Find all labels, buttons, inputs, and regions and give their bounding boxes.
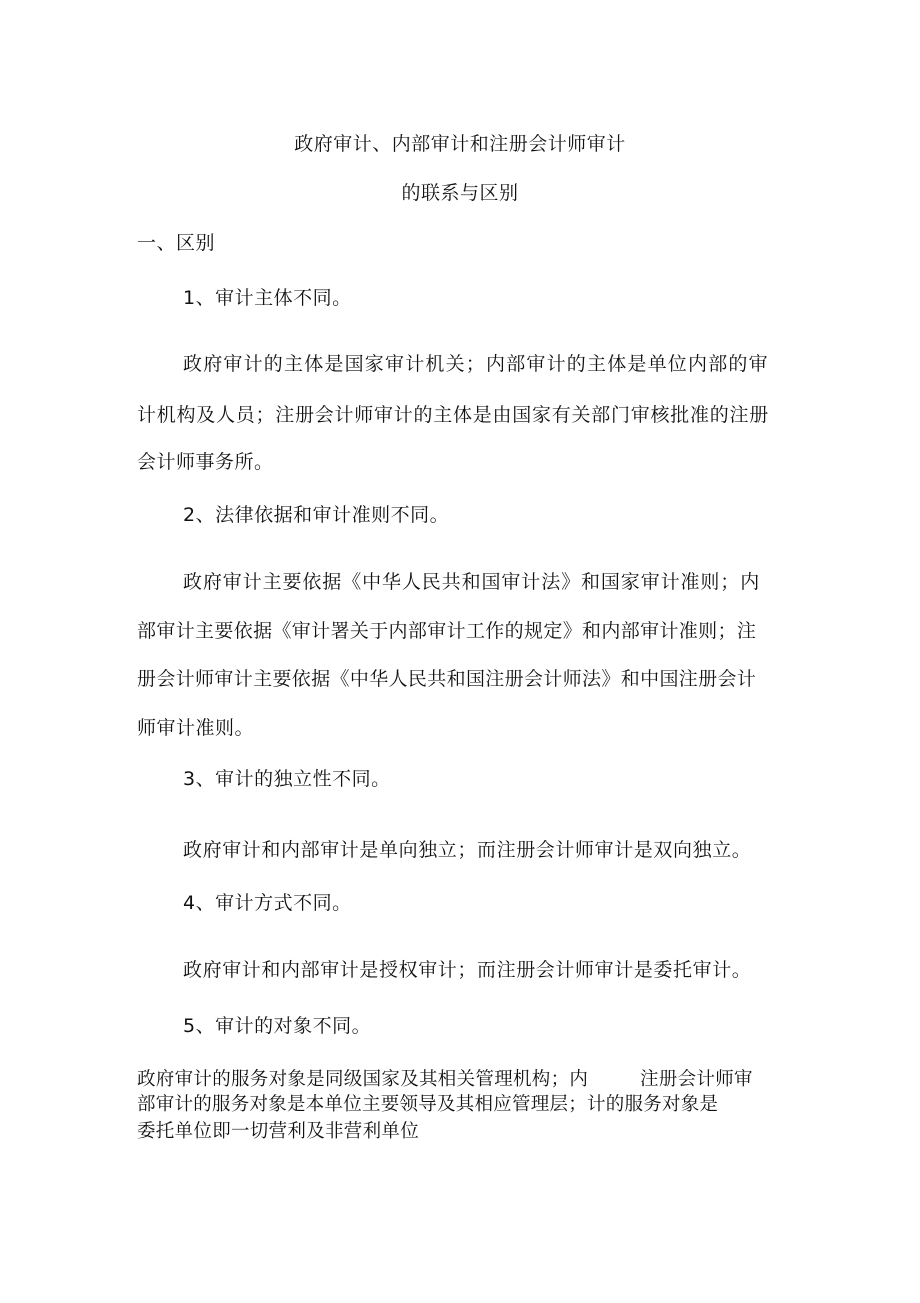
- item-3-paragraph: 政府审计和内部审计是单向独立；而注册会计师审计是双向独立。: [183, 839, 752, 861]
- item-1-paragraph-line-3: 会计师事务所。: [137, 451, 274, 473]
- item-1-paragraph-line-2: 计机构及人员；注册会计师审计的主体是由国家有关部门审核批准的注册: [137, 404, 770, 426]
- document-title-line-2: 的联系与区别: [401, 182, 519, 204]
- item-2-paragraph-line-4: 师审计准则。: [137, 717, 255, 739]
- item-5-paragraph-line-1a: 政府审计的服务对象是同级国家及其相关管理机构；内: [137, 1069, 589, 1090]
- item-2-heading: 2、法律依据和审计准则不同。: [183, 504, 450, 526]
- item-2-paragraph-line-2: 部审计主要依据《审计署关于内部审计工作的规定》和内部审计准则；注: [137, 620, 757, 642]
- item-4-heading: 4、审计方式不同。: [183, 892, 352, 914]
- section-heading-differences: 一、区别: [137, 232, 216, 254]
- item-5-paragraph-line-2: 部审计的服务对象是本单位主要领导及其相应管理层；计的服务对象是: [137, 1094, 719, 1115]
- item-1-heading: 1、审计主体不同。: [183, 287, 352, 309]
- item-5-paragraph-line-1b: 注册会计师审: [640, 1069, 753, 1090]
- item-1-paragraph-line-1: 政府审计的主体是国家审计机关；内部审计的主体是单位内部的审: [183, 353, 769, 375]
- item-5-paragraph-line-3: 委托单位即一切营利及非营利单位: [137, 1121, 420, 1142]
- document-title-line-1: 政府审计、内部审计和注册会计师审计: [294, 133, 626, 155]
- item-2-paragraph-line-3: 册会计师审计主要依据《中华人民共和国注册会计师法》和中国注册会计: [137, 668, 757, 690]
- item-2-paragraph-line-1: 政府审计主要依据《中华人民共和国审计法》和国家审计准则；内: [183, 571, 761, 593]
- item-3-heading: 3、审计的独立性不同。: [183, 768, 391, 790]
- item-4-paragraph: 政府审计和内部审计是授权审计；而注册会计师审计是委托审计。: [183, 959, 752, 981]
- item-5-heading: 5、审计的对象不同。: [183, 1015, 372, 1037]
